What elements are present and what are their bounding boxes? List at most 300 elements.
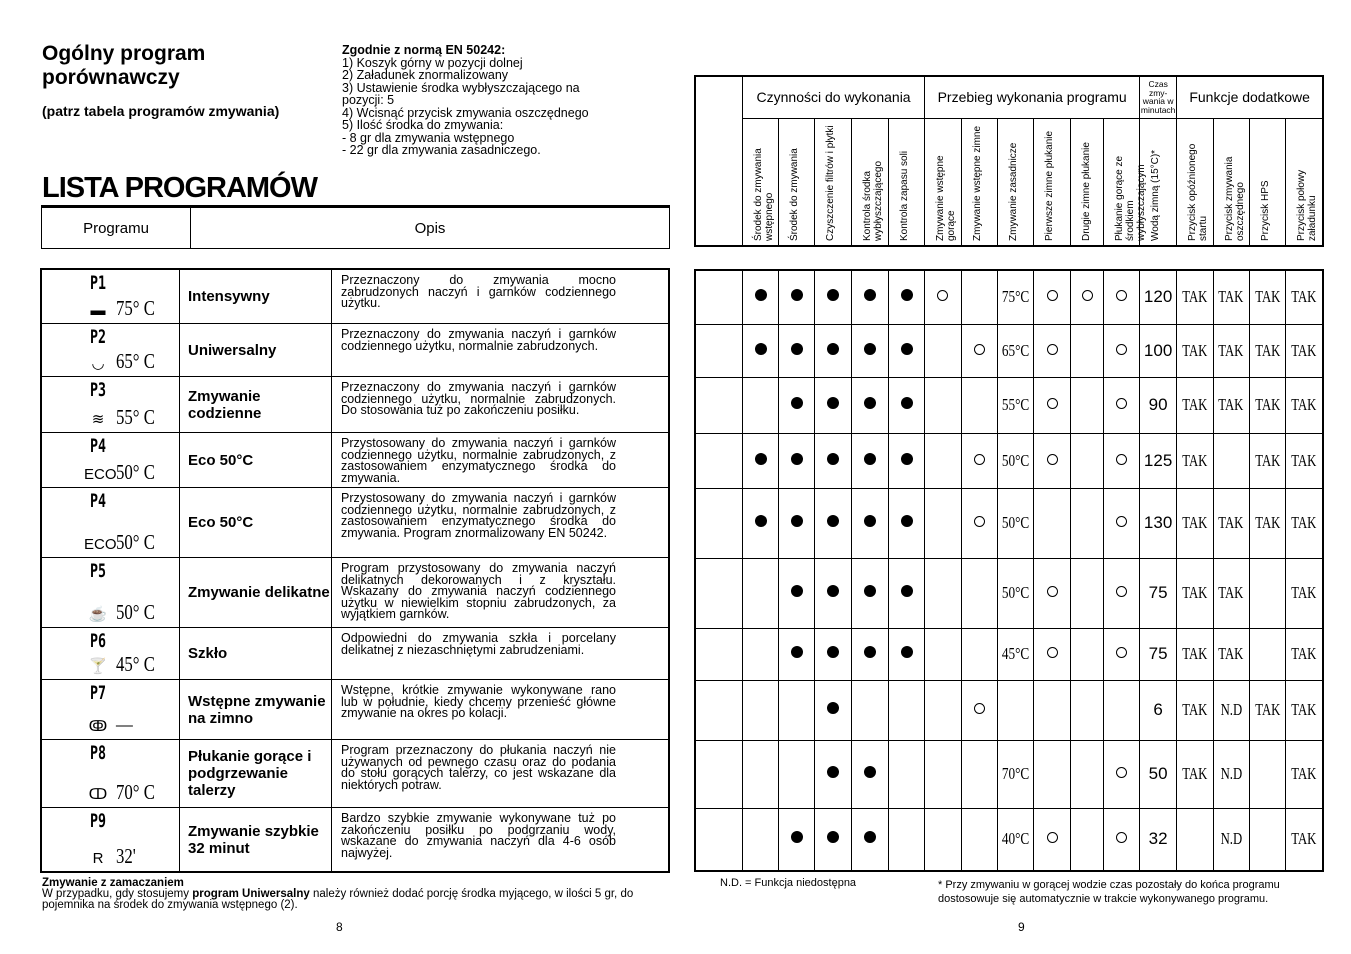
function-cell — [1177, 808, 1213, 871]
program-temp: 65° C — [116, 349, 155, 373]
check-cell — [815, 377, 851, 433]
open-circle-icon — [937, 290, 948, 301]
program-symbol-icon: R — [92, 850, 104, 867]
function-cell — [1286, 680, 1323, 740]
open-circle-icon — [1116, 767, 1127, 778]
check-cell — [1034, 808, 1071, 871]
time-cell — [1139, 740, 1176, 808]
program-number: P1 — [90, 272, 107, 294]
program-icon — [42, 270, 180, 323]
program-desc: Program przeznaczony do płukania naczyń nie używanych od pewnego czasu oraz do podania do stołu gorących talerzy, co jest wskazane dla niektórych potraw. — [341, 743, 616, 792]
check-cell — [1034, 558, 1071, 628]
open-circle-icon — [974, 516, 985, 527]
filled-dot-icon — [791, 646, 803, 658]
group-przebieg: Przebieg wykonania programu — [925, 76, 1140, 118]
star-note: * Przy zmywaniu w gorącej wodzie czas pozostały do końca programu dostosowuje się automatycznie w trakcie wykonywanego programu. — [938, 879, 1280, 905]
soak-note-text-a: W przypadku, gdy stosujemy — [42, 888, 193, 900]
filled-dot-icon — [901, 646, 913, 658]
time-value: 130 — [1143, 513, 1173, 532]
check-cell — [1034, 270, 1071, 324]
function-cell — [1213, 740, 1249, 808]
check-cell — [779, 324, 815, 377]
function-value: N.D — [1220, 829, 1242, 849]
program-temp: 75° C — [116, 296, 155, 320]
row-empty — [695, 558, 742, 628]
function-value: TAK — [1218, 395, 1244, 414]
check-cell — [742, 808, 778, 871]
check-cell — [742, 628, 778, 680]
column-label: Drugie zimne płukanie — [1081, 141, 1093, 241]
column-header — [851, 118, 888, 246]
check-cell — [1071, 324, 1103, 377]
section-subtitle: (patrz tabela programów zmywania) — [42, 103, 280, 119]
main-wash-temp — [997, 324, 1033, 377]
open-circle-icon — [1047, 832, 1058, 843]
function-row — [695, 324, 1323, 377]
check-cell — [961, 433, 997, 488]
row-empty — [695, 433, 742, 488]
program-icon — [42, 377, 180, 432]
header-empty — [695, 76, 742, 246]
nd-note: N.D. = Funkcja niedostępna — [720, 877, 857, 889]
function-row — [695, 558, 1323, 628]
filled-dot-icon — [827, 453, 839, 465]
open-circle-icon — [1047, 344, 1058, 355]
column-header — [779, 118, 815, 246]
row-empty — [695, 628, 742, 680]
function-cell — [1286, 433, 1323, 488]
function-row — [695, 377, 1323, 433]
check-cell — [1071, 488, 1103, 558]
check-cell — [889, 628, 925, 680]
filled-dot-icon — [864, 515, 876, 527]
program-icon — [42, 558, 180, 627]
filled-dot-icon — [827, 585, 839, 597]
row-empty — [695, 740, 742, 808]
main-wash-temp — [997, 808, 1033, 871]
check-cell — [925, 808, 961, 871]
function-cell — [1249, 680, 1285, 740]
program-desc: Wstępne, krótkie zmywanie wykonywane rano lub w południe, kiedy chcemy przenieść główne zmywanie na okres po kolacji. — [341, 683, 616, 721]
program-number: P8 — [90, 742, 107, 764]
main-wash-temp-value: 50°C — [1001, 513, 1030, 532]
open-circle-icon — [1116, 516, 1127, 527]
program-row — [42, 628, 668, 680]
filled-dot-icon — [864, 585, 876, 597]
program-number: P4 — [90, 435, 107, 457]
main-wash-temp — [997, 680, 1033, 740]
check-cell — [1071, 680, 1103, 740]
function-value: TAK — [1182, 395, 1208, 414]
program-icon — [42, 628, 180, 679]
column-header — [1249, 118, 1285, 246]
filled-dot-icon — [827, 831, 839, 843]
function-value: TAK — [1291, 395, 1317, 414]
function-row — [695, 270, 1323, 324]
check-cell — [742, 377, 778, 433]
time-value: 6 — [1153, 700, 1163, 719]
time-value: 120 — [1143, 287, 1173, 307]
function-value: TAK — [1182, 450, 1208, 470]
program-icon — [42, 433, 180, 487]
filled-dot-icon — [901, 515, 913, 527]
filled-dot-icon — [901, 397, 913, 409]
check-cell — [815, 628, 851, 680]
function-value: TAK — [1218, 287, 1244, 307]
check-cell — [779, 377, 815, 433]
filled-dot-icon — [827, 646, 839, 658]
check-cell — [779, 270, 815, 324]
function-cell — [1249, 808, 1285, 871]
check-cell — [779, 433, 815, 488]
function-cell — [1213, 488, 1249, 558]
column-header — [888, 118, 924, 246]
function-cell — [1249, 488, 1285, 558]
open-circle-icon — [1116, 290, 1127, 301]
row-empty — [695, 324, 742, 377]
function-cell — [1213, 808, 1249, 871]
function-cell — [1177, 377, 1213, 433]
program-temp: — — [116, 712, 133, 736]
program-temp: 32' — [116, 844, 136, 868]
program-name: Zmywanie szybkie 32 minut — [180, 808, 332, 871]
check-cell — [742, 680, 778, 740]
filled-dot-icon — [901, 585, 913, 597]
function-value: N.D — [1220, 700, 1242, 719]
function-table — [694, 269, 1324, 872]
function-table-header — [694, 75, 1324, 247]
function-cell — [1177, 488, 1213, 558]
program-icon — [42, 488, 180, 557]
function-cell — [1249, 377, 1285, 433]
check-cell — [889, 558, 925, 628]
soak-note-text-b: należy również dodać porcję środka myjącego, w ilości 5 gr, do pojemnika na środek do zmywania wstępnego (2). — [42, 888, 634, 911]
check-cell — [742, 488, 778, 558]
check-cell — [889, 377, 925, 433]
program-temp: 70° C — [116, 780, 155, 804]
filled-dot-icon — [901, 453, 913, 465]
check-cell — [1103, 628, 1139, 680]
program-name: Szkło — [180, 628, 332, 679]
open-circle-icon — [1116, 647, 1127, 658]
norm-item: pozycji: 5 — [342, 93, 395, 107]
open-circle-icon — [1116, 832, 1127, 843]
function-cell — [1177, 680, 1213, 740]
column-header — [1286, 118, 1323, 246]
function-cell — [1177, 740, 1213, 808]
function-value: N.D — [1220, 764, 1242, 783]
column-label: Zmywanie wstępne zimne — [971, 125, 983, 241]
filled-dot-icon — [827, 289, 839, 301]
function-row — [695, 740, 1323, 808]
function-value: TAK — [1291, 583, 1317, 602]
filled-dot-icon — [791, 397, 803, 409]
row-empty — [695, 377, 742, 433]
time-value: 75 — [1148, 583, 1168, 602]
program-icon — [42, 324, 180, 376]
filled-dot-icon — [791, 453, 803, 465]
function-value: TAK — [1291, 340, 1317, 360]
function-cell — [1286, 808, 1323, 871]
check-cell — [1034, 628, 1071, 680]
program-symbol-icon: ↀ — [88, 786, 108, 803]
page-number-left: 8 — [336, 920, 343, 934]
program-number: P2 — [90, 326, 107, 348]
norm-item: 3) Ustawienie środka wybłyszczającego na — [342, 80, 580, 95]
soak-note — [42, 878, 642, 911]
time-value: 32 — [1148, 829, 1168, 849]
function-cell — [1249, 628, 1285, 680]
function-value: TAK — [1291, 764, 1317, 783]
open-circle-icon — [1116, 454, 1127, 465]
check-cell — [851, 558, 888, 628]
program-icon — [42, 680, 180, 739]
program-desc: Przeznaczony do zmywania mocno zabrudzonych naczyń i garnków codziennego użytku. — [341, 273, 616, 311]
column-header — [742, 118, 778, 246]
column-label: Pierwsze zimne płukanie — [1044, 130, 1056, 241]
column-label: Kontrola zapasu soli — [898, 150, 910, 241]
check-cell — [925, 680, 961, 740]
filled-dot-icon — [864, 397, 876, 409]
column-label: Środek do zmywania — [789, 147, 801, 241]
check-cell — [889, 433, 925, 488]
open-circle-icon — [974, 703, 985, 714]
check-cell — [815, 740, 851, 808]
main-wash-temp-value: 45°C — [1001, 644, 1030, 663]
open-circle-icon — [1047, 454, 1058, 465]
function-cell — [1286, 488, 1323, 558]
check-cell — [961, 377, 997, 433]
filled-dot-icon — [901, 289, 913, 301]
program-icon — [42, 808, 180, 871]
program-temp: 50° C — [116, 600, 155, 624]
column-label: Środek do zmywania wstępnego — [752, 147, 775, 241]
column-header — [1034, 118, 1071, 246]
filled-dot-icon — [791, 343, 803, 355]
filled-dot-icon — [755, 515, 767, 527]
function-value: TAK — [1254, 287, 1281, 307]
open-circle-icon — [1116, 344, 1127, 355]
check-cell — [1071, 270, 1103, 324]
check-cell — [889, 808, 925, 871]
check-cell — [851, 740, 888, 808]
function-value: TAK — [1182, 700, 1208, 719]
check-cell — [815, 558, 851, 628]
program-temp: 50° C — [116, 530, 155, 554]
main-wash-temp — [997, 488, 1033, 558]
time-value: 50 — [1148, 764, 1168, 783]
program-temp: 45° C — [116, 652, 155, 676]
function-value: TAK — [1254, 450, 1281, 470]
filled-dot-icon — [791, 515, 803, 527]
check-cell — [851, 324, 888, 377]
program-symbol-icon: ◡ — [91, 355, 105, 372]
program-row — [42, 433, 668, 488]
check-cell — [742, 558, 778, 628]
list-header — [41, 205, 670, 249]
function-cell — [1177, 433, 1213, 488]
filled-dot-icon — [864, 453, 876, 465]
check-cell — [1071, 377, 1103, 433]
program-number: P7 — [90, 682, 107, 704]
check-cell — [1071, 628, 1103, 680]
check-cell — [889, 324, 925, 377]
norm-title: Zgodnie z normą EN 50242: — [342, 43, 506, 57]
check-cell — [1034, 433, 1071, 488]
program-row — [42, 270, 668, 324]
column-header — [1140, 118, 1177, 246]
program-number: P5 — [90, 560, 107, 582]
function-value: TAK — [1182, 583, 1208, 602]
program-symbol-icon: ECO — [84, 536, 117, 553]
function-row — [695, 488, 1323, 558]
check-cell — [779, 558, 815, 628]
filled-dot-icon — [827, 343, 839, 355]
function-value: TAK — [1218, 583, 1244, 602]
function-cell — [1286, 270, 1323, 324]
check-cell — [1071, 433, 1103, 488]
open-circle-icon — [1047, 290, 1058, 301]
function-value: TAK — [1182, 644, 1208, 663]
check-cell — [1034, 680, 1071, 740]
main-wash-temp-value: 70°C — [1001, 764, 1030, 783]
program-name: Eco 50°C — [180, 488, 332, 557]
program-row — [42, 488, 668, 558]
main-wash-temp-value: 40°C — [1001, 829, 1030, 849]
main-wash-temp-value: 50°C — [1001, 583, 1030, 602]
check-cell — [815, 488, 851, 558]
check-cell — [742, 324, 778, 377]
function-cell — [1249, 270, 1285, 324]
check-cell — [851, 808, 888, 871]
function-cell — [1213, 377, 1249, 433]
column-header — [815, 118, 851, 246]
main-wash-temp — [997, 433, 1033, 488]
check-cell — [1034, 324, 1071, 377]
function-value: TAK — [1291, 644, 1317, 663]
time-cell — [1139, 558, 1176, 628]
check-cell — [851, 488, 888, 558]
function-value: TAK — [1291, 513, 1317, 532]
main-wash-temp — [997, 558, 1033, 628]
check-cell — [1103, 433, 1139, 488]
section-title: Ogólny program porównawczy — [42, 42, 206, 89]
norm-item: - 8 gr dla zmywania wstępnego — [342, 130, 515, 145]
open-circle-icon — [974, 454, 985, 465]
filled-dot-icon — [791, 831, 803, 843]
check-cell — [961, 740, 997, 808]
function-value: TAK — [1218, 644, 1244, 663]
open-circle-icon — [1116, 398, 1127, 409]
time-value: 125 — [1143, 450, 1173, 470]
soak-note-title: Zmywanie z zamaczaniem — [42, 877, 184, 889]
filled-dot-icon — [827, 397, 839, 409]
check-cell — [1103, 270, 1139, 324]
function-value: TAK — [1218, 513, 1244, 532]
main-wash-temp — [997, 740, 1033, 808]
filled-dot-icon — [901, 343, 913, 355]
program-number: P6 — [90, 630, 107, 652]
filled-dot-icon — [791, 289, 803, 301]
page-number-right: 9 — [1018, 920, 1025, 934]
function-value: TAK — [1182, 340, 1208, 360]
program-symbol-icon: ☕ — [88, 606, 108, 623]
check-cell — [889, 680, 925, 740]
filled-dot-icon — [755, 453, 767, 465]
function-cell — [1213, 680, 1249, 740]
check-cell — [1103, 740, 1139, 808]
column-header — [1071, 118, 1103, 246]
check-cell — [1034, 740, 1071, 808]
program-name: Zmywanie delikatne — [180, 558, 332, 627]
filled-dot-icon — [864, 646, 876, 658]
function-cell — [1177, 270, 1213, 324]
check-cell — [815, 808, 851, 871]
main-wash-temp-value: 75°C — [1001, 287, 1030, 307]
check-cell — [1103, 558, 1139, 628]
function-cell — [1213, 558, 1249, 628]
check-cell — [961, 558, 997, 628]
function-value: TAK — [1182, 764, 1208, 783]
time-value: 100 — [1143, 340, 1173, 360]
filled-dot-icon — [864, 766, 876, 778]
group-czas: Czas zmy- wania w minutach — [1140, 76, 1177, 118]
open-circle-icon — [1116, 586, 1127, 597]
norm-item: 4) Wcisnąć przycisk zmywania oszczędnego — [342, 105, 589, 120]
check-cell — [889, 270, 925, 324]
function-cell — [1249, 324, 1285, 377]
check-cell — [1071, 558, 1103, 628]
function-value: TAK — [1291, 700, 1317, 719]
open-circle-icon — [1047, 586, 1058, 597]
program-symbol-icon: ECO — [84, 466, 117, 483]
check-cell — [1103, 488, 1139, 558]
check-cell — [889, 740, 925, 808]
program-icon — [42, 740, 180, 807]
header-opis: Opis — [414, 219, 446, 237]
check-cell — [1103, 808, 1139, 871]
check-cell — [742, 270, 778, 324]
norm-item: - 22 gr dla zmywania zasadniczego. — [342, 143, 541, 157]
program-row — [42, 808, 668, 871]
main-wash-temp-value: 55°C — [1001, 395, 1030, 414]
function-value: TAK — [1254, 513, 1281, 532]
function-cell — [1286, 740, 1323, 808]
check-cell — [925, 740, 961, 808]
soak-note-bold: program Uniwersalny — [192, 888, 310, 900]
row-empty — [695, 680, 742, 740]
function-value: TAK — [1182, 513, 1208, 532]
column-header — [925, 118, 961, 246]
function-cell — [1249, 558, 1285, 628]
program-row — [42, 377, 668, 433]
program-name: Uniwersalny — [180, 324, 332, 376]
group-funkcje: Funkcje dodatkowe — [1177, 76, 1323, 118]
function-value: TAK — [1291, 287, 1317, 307]
column-label: Czyszczenie filtrów i płytki — [825, 124, 837, 241]
check-cell — [961, 270, 997, 324]
norm-item: 2) Załadunek znormalizowany — [342, 68, 509, 82]
program-desc: Przystosowany do zmywania naczyń i garnków codziennego użytku, normalnie zabrudzonych, z zastosowaniem enzymatycznego środka do zmywania. — [341, 436, 616, 485]
program-table — [40, 268, 670, 873]
check-cell — [1103, 377, 1139, 433]
open-circle-icon — [1047, 647, 1058, 658]
check-cell — [1034, 488, 1071, 558]
group-czynnosci: Czynności do wykonania — [742, 76, 924, 118]
program-row — [42, 558, 668, 628]
main-wash-temp-value: 50°C — [1001, 450, 1030, 470]
column-header — [1213, 118, 1249, 246]
